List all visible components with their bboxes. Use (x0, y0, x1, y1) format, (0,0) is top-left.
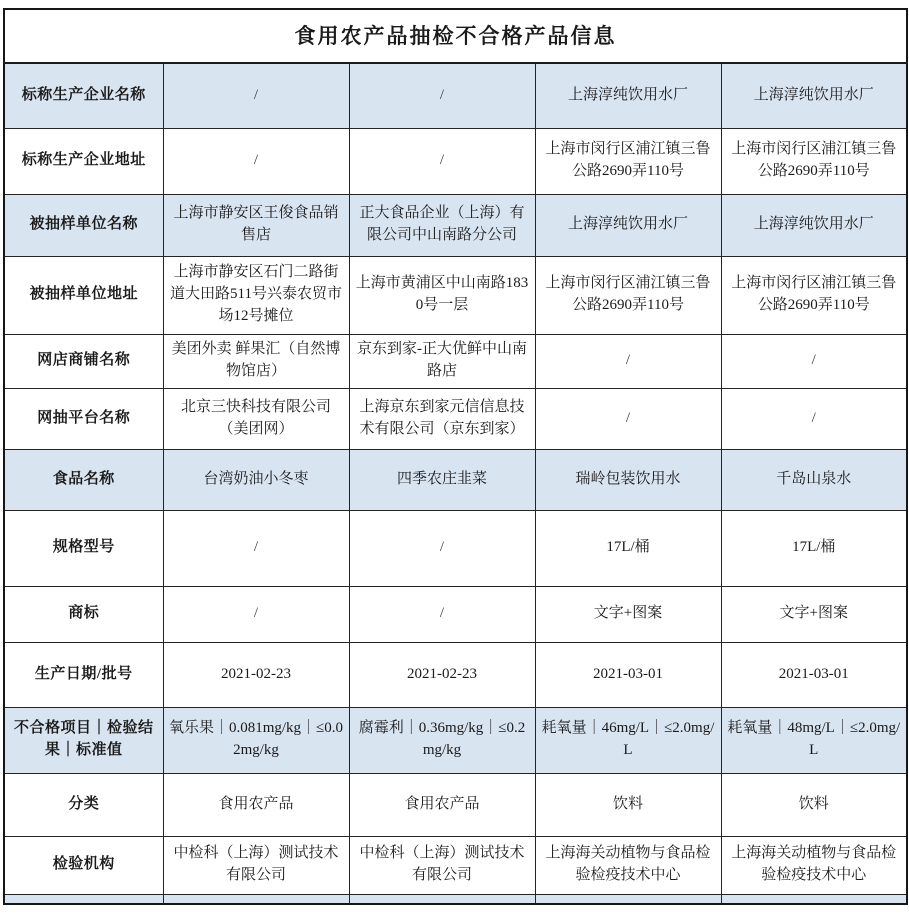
table-cell: 瑞岭包装饮用水 (535, 449, 721, 510)
table-cell: 腐霉利｜0.36mg/kg｜≤0.2mg/kg (349, 707, 535, 773)
table-row (4, 773, 907, 836)
row-header: 商标 (4, 586, 163, 642)
table-row (4, 707, 907, 773)
table-cell: 台湾奶油小冬枣 (163, 449, 349, 510)
table-cell: 四季农庄韭菜 (349, 449, 535, 510)
table-row (4, 128, 907, 194)
table-cell: 上海市黄浦区中山南路1830号一层 (349, 256, 535, 334)
table-cell: 上海京东到家元信信息技术有限公司（京东到家） (349, 388, 535, 449)
table-row (4, 642, 907, 707)
cutoff-cell (163, 894, 349, 904)
table-cell: / (349, 586, 535, 642)
cutoff-cell (535, 894, 721, 904)
table-cell: / (349, 128, 535, 194)
table-cell: 耗氧量｜46mg/L｜≤2.0mg/L (535, 707, 721, 773)
table-cell: 上海海关动植物与食品检验检疫技术中心 (535, 836, 721, 894)
table-cell: 饮料 (535, 773, 721, 836)
table-cell: / (163, 63, 349, 128)
table-cell: / (163, 510, 349, 586)
table-body (4, 63, 907, 894)
cutoff-row (4, 894, 907, 904)
table-cell: 饮料 (721, 773, 907, 836)
table-row (4, 586, 907, 642)
table-cell: 食用农产品 (349, 773, 535, 836)
table-cell: 17L/桶 (535, 510, 721, 586)
row-header: 标称生产企业名称 (4, 63, 163, 128)
table-cell: / (721, 388, 907, 449)
table-cell: 2021-03-01 (721, 642, 907, 707)
table-title-row (4, 9, 907, 63)
row-header: 网店商铺名称 (4, 334, 163, 388)
row-header: 规格型号 (4, 510, 163, 586)
table-cell: 上海市闵行区浦江镇三鲁公路2690弄110号 (721, 128, 907, 194)
table-cell: 文字+图案 (721, 586, 907, 642)
table-cell: 食用农产品 (163, 773, 349, 836)
table-cell: 上海淳纯饮用水厂 (721, 63, 907, 128)
table-cell: 美团外卖 鲜果汇（自然博物馆店） (163, 334, 349, 388)
table-cell: / (163, 586, 349, 642)
inspection-result-table (3, 8, 908, 905)
table-cell: 2021-02-23 (163, 642, 349, 707)
table-cell: 千岛山泉水 (721, 449, 907, 510)
table-cell: 文字+图案 (535, 586, 721, 642)
table-row (4, 63, 907, 128)
table-cell: 京东到家-正大优鲜中山南路店 (349, 334, 535, 388)
table-cell: / (349, 63, 535, 128)
table-cell: 中检科（上海）测试技术有限公司 (163, 836, 349, 894)
row-header: 网抽平台名称 (4, 388, 163, 449)
table-row (4, 449, 907, 510)
table-cell: / (163, 128, 349, 194)
table-cell: 2021-02-23 (349, 642, 535, 707)
table-row (4, 510, 907, 586)
table-cell: 上海市闵行区浦江镇三鲁公路2690弄110号 (721, 256, 907, 334)
row-header: 食品名称 (4, 449, 163, 510)
table-cell: 17L/桶 (721, 510, 907, 586)
table-cell: 北京三快科技有限公司（美团网） (163, 388, 349, 449)
table-cell: 上海淳纯饮用水厂 (535, 194, 721, 256)
table-cell: 耗氧量｜48mg/L｜≤2.0mg/L (721, 707, 907, 773)
table-cell: 上海淳纯饮用水厂 (721, 194, 907, 256)
table-cell: 上海淳纯饮用水厂 (535, 63, 721, 128)
table-cell: / (535, 334, 721, 388)
table-cell: 氧乐果｜0.081mg/kg｜≤0.02mg/kg (163, 707, 349, 773)
cutoff-cell (721, 894, 907, 904)
row-header: 被抽样单位名称 (4, 194, 163, 256)
row-header: 被抽样单位地址 (4, 256, 163, 334)
table-cell: 上海市闵行区浦江镇三鲁公路2690弄110号 (535, 256, 721, 334)
table-cell: / (721, 334, 907, 388)
row-header: 分类 (4, 773, 163, 836)
table-cell: 正大食品企业（上海）有限公司中山南路分公司 (349, 194, 535, 256)
row-header: 不合格项目｜检验结果｜标准值 (4, 707, 163, 773)
cutoff-cell (349, 894, 535, 904)
table-cell: 2021-03-01 (535, 642, 721, 707)
table-cell: / (535, 388, 721, 449)
table-cell: 中检科（上海）测试技术有限公司 (349, 836, 535, 894)
table-row (4, 388, 907, 449)
table-cell: 上海市闵行区浦江镇三鲁公路2690弄110号 (535, 128, 721, 194)
table-cell: / (349, 510, 535, 586)
table-row (4, 836, 907, 894)
row-header: 生产日期/批号 (4, 642, 163, 707)
table-cell: 上海市静安区王俊食品销售店 (163, 194, 349, 256)
cutoff-cell (4, 894, 163, 904)
row-header: 标称生产企业地址 (4, 128, 163, 194)
table-row (4, 194, 907, 256)
table-cell: 上海市静安区石门二路街道大田路511号兴泰农贸市场12号摊位 (163, 256, 349, 334)
table-row (4, 256, 907, 334)
row-header: 检验机构 (4, 836, 163, 894)
table-row (4, 334, 907, 388)
table-cell: 上海海关动植物与食品检验检疫技术中心 (721, 836, 907, 894)
page-title: 食用农产品抽检不合格产品信息 (4, 9, 907, 63)
